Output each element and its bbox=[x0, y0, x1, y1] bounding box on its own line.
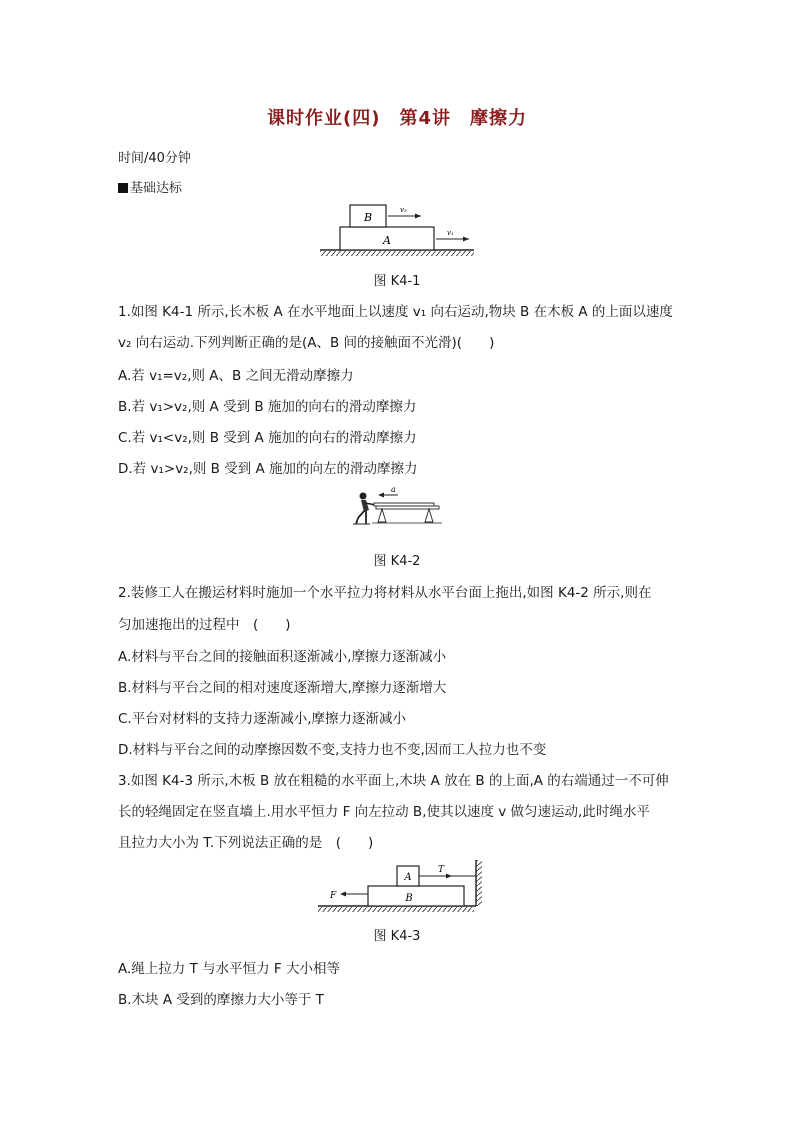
figure-caption-k4-1: 图 K4-1 bbox=[373, 274, 421, 289]
question-1-option-a: A.若 v₁=v₂,则 A、B 之间无滑动摩擦力 bbox=[118, 368, 354, 384]
arrow-right-icon bbox=[463, 237, 469, 242]
label-v1: v₁ bbox=[447, 229, 454, 237]
question-3-line-3: 且拉力大小为 T.下列说法正确的是 ( ) bbox=[118, 835, 374, 851]
page-title: 课时作业(四) 第4讲 摩擦力 bbox=[267, 108, 527, 129]
arrow-right-icon bbox=[415, 214, 421, 219]
question-1-option-b: B.若 v₁>v₂,则 A 受到 B 施加的向右的滑动摩擦力 bbox=[118, 399, 417, 415]
label-b: B bbox=[405, 893, 413, 904]
platform-top bbox=[376, 506, 439, 509]
arrow-right-icon bbox=[446, 874, 452, 879]
board-b bbox=[368, 886, 464, 906]
label-v2: v₂ bbox=[400, 206, 407, 214]
worker-head-icon bbox=[360, 493, 367, 500]
label-b: B bbox=[363, 211, 373, 224]
question-1-option-c: C.若 v₁<v₂,则 B 受到 A 施加的向右的滑动摩擦力 bbox=[118, 430, 417, 446]
time-limit: 时间/40分钟 bbox=[118, 151, 191, 166]
question-1-option-d: D.若 v₁>v₂,则 B 受到 A 施加的向左的滑动摩擦力 bbox=[118, 461, 418, 477]
question-1-line-2: v₂ 向右运动.下列判断正确的是(A、B 间的接触面不光滑)( ) bbox=[118, 335, 495, 351]
section-label: 基础达标 bbox=[130, 181, 183, 196]
platform-leg bbox=[425, 509, 433, 522]
question-2-option-d: D.材料与平台之间的动摩擦因数不变,支持力也不变,因而工人拉力也不变 bbox=[118, 742, 547, 758]
figure-k4-1 bbox=[318, 200, 478, 260]
platform-leg bbox=[378, 509, 386, 522]
figure-caption-k4-2: 图 K4-2 bbox=[373, 554, 421, 569]
question-2-option-c: C.平台对材料的支持力逐渐减小,摩擦力逐渐减小 bbox=[118, 711, 407, 727]
figure-k4-2 bbox=[352, 486, 444, 534]
question-2-option-b: B.材料与平台之间的相对速度逐渐增大,摩擦力逐渐增大 bbox=[118, 680, 447, 696]
section-heading bbox=[118, 177, 182, 196]
figure-caption-k4-3: 图 K4-3 bbox=[373, 929, 421, 944]
label-t: T bbox=[438, 865, 445, 875]
question-3-option-a: A.绳上拉力 T 与水平恒力 F 大小相等 bbox=[118, 961, 340, 977]
figure-k4-3 bbox=[316, 860, 488, 912]
material-plank bbox=[374, 503, 434, 506]
question-2-option-a: A.材料与平台之间的接触面积逐渐减小,摩擦力逐渐减小 bbox=[118, 649, 447, 665]
question-1-line-1: 1.如图 K4-1 所示,长木板 A 在水平地面上以速度 v₁ 向右运动,物块 B 在木板 A 的上面以速度 bbox=[118, 304, 673, 320]
label-f: F bbox=[330, 891, 337, 901]
label-a: a bbox=[391, 485, 396, 494]
label-a: A bbox=[404, 872, 412, 883]
arrow-left-icon bbox=[378, 493, 384, 498]
square-bullet-icon bbox=[118, 183, 128, 193]
label-a: A bbox=[383, 234, 391, 247]
arrow-left-icon bbox=[340, 892, 346, 897]
question-2-line-1: 2.装修工人在搬运材料时施加一个水平拉力将材料从水平台面上拖出,如图 K4-2 所示,则在 bbox=[118, 585, 652, 601]
question-3-line-1: 3.如图 K4-3 所示,木板 B 放在粗糙的水平面上,木块 A 放在 B 的上面,A 的右端通过一不可伸 bbox=[118, 773, 669, 789]
question-3-line-2: 长的轻绳固定在竖直墙上.用水平恒力 F 向左拉动 B,使其以速度 v 做匀速运动,此时绳水平 bbox=[118, 804, 650, 820]
question-3-option-b: B.木块 A 受到的摩擦力大小等于 T bbox=[118, 992, 324, 1008]
question-2-line-2: 匀加速拖出的过程中 ( ) bbox=[118, 617, 291, 633]
